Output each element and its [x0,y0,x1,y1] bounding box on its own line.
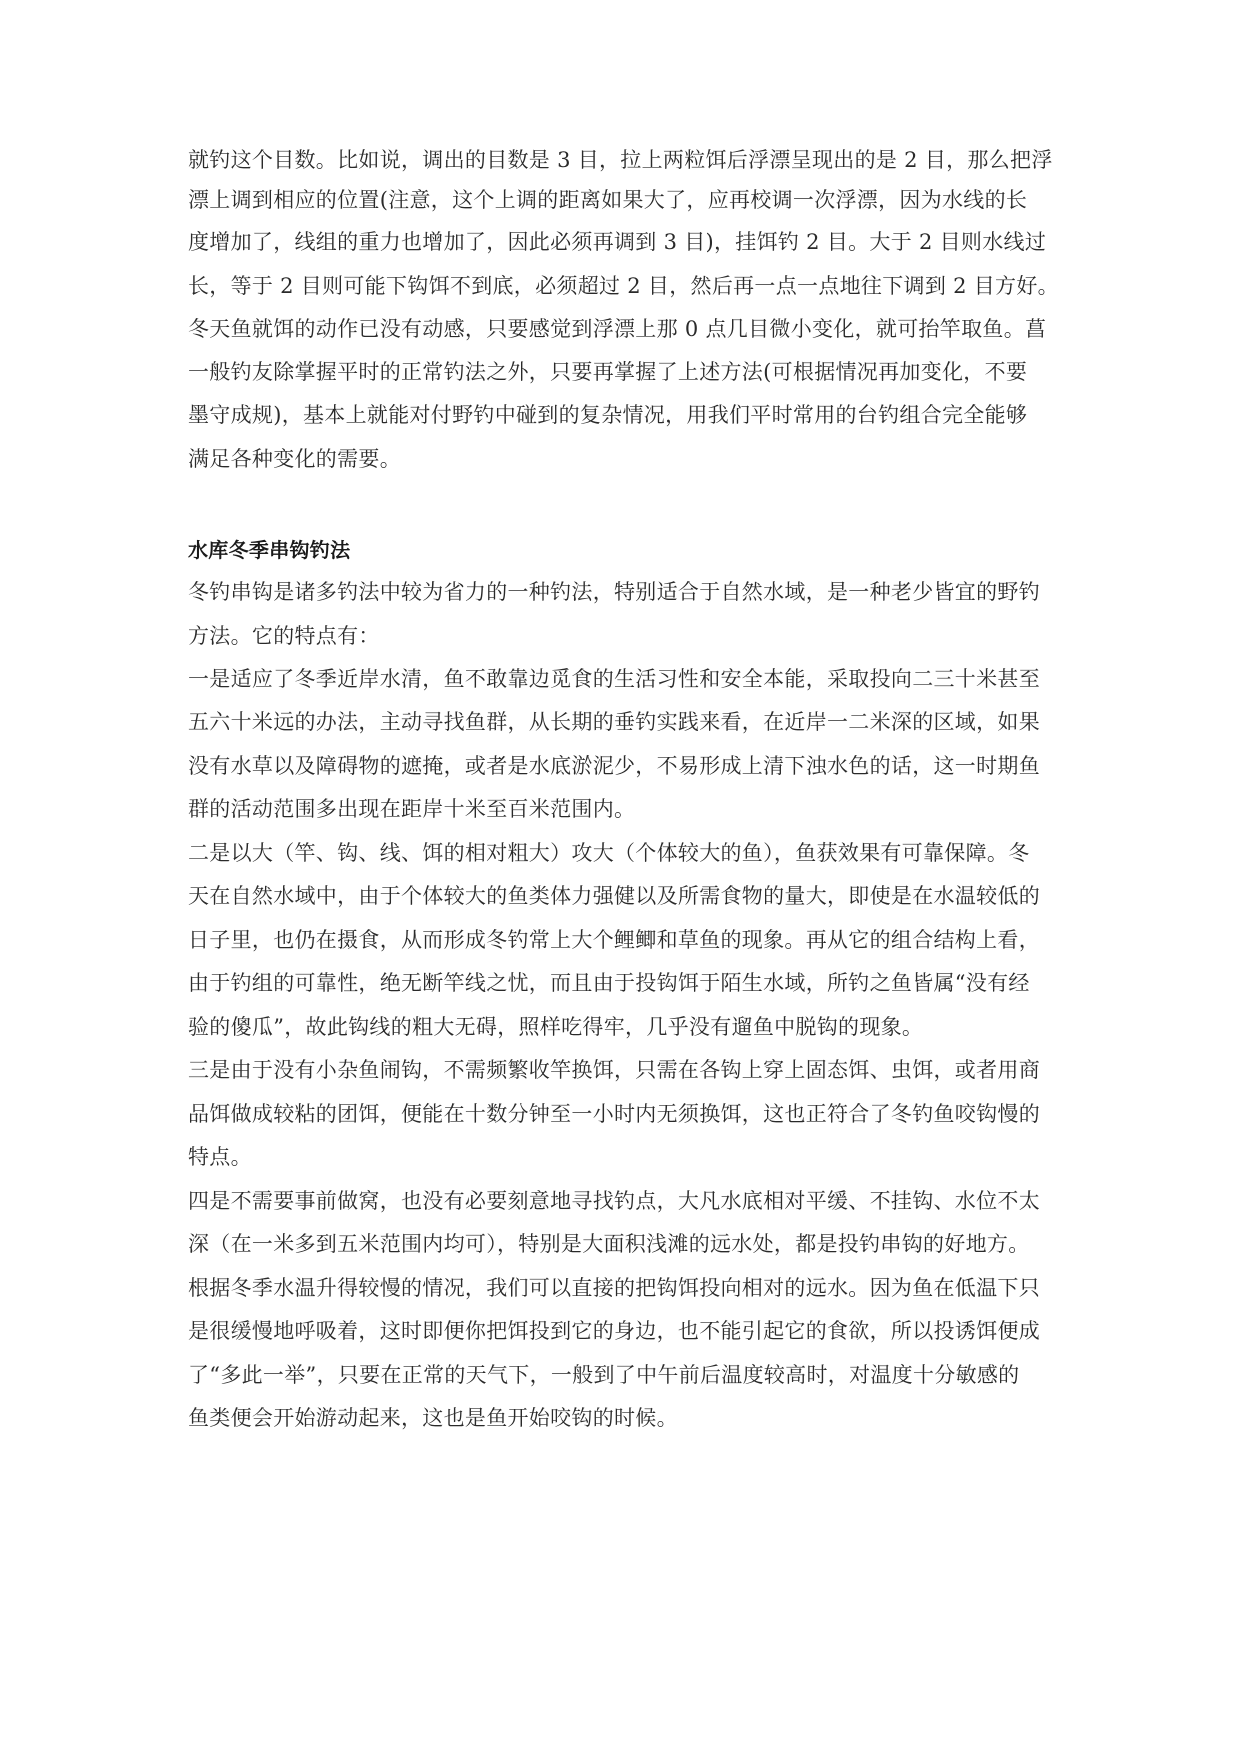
text-line: 由于钓组的可靠性，绝无断竿线之忧，而且由于投钩饵于陌生水域，所钓之鱼皆属“没有经 [188,971,1030,995]
text-line: 长，等于 2 目则可能下钩饵不到底，必须超过 2 目，然后再一点一点地往下调到 2 目方好。 [188,274,1059,298]
text-line: 根据冬季水温升得较慢的情况，我们可以直接的把钩饵投向相对的远水。因为鱼在低温下只 [188,1276,1040,1300]
text-line: 度增加了，线组的重力也增加了，因此必须再调到 3 目)，挂饵钓 2 目。大于 2 目则水线过 [188,230,1047,254]
text-line: 是很缓慢地呼吸着，这时即便你把饵投到它的身边，也不能引起它的食欲，所以投诱饵便成 [188,1319,1040,1343]
text-line: 验的傻瓜”，故此钩线的粗大无碍，照样吃得牢，几乎没有遛鱼中脱钩的现象。 [188,1015,924,1039]
text-line: 群的活动范围多出现在距岸十米至百米范围内。 [188,797,636,821]
text-line: 天在自然水域中，由于个体较大的鱼类体力强健以及所需食物的量大，即使是在水温较低的 [188,884,1040,908]
text-line: 一般钓友除掌握平时的正常钓法之外，只要再掌握了上述方法(可根据情况再加变化，不要 [188,360,1028,384]
text-line: 特点。 [188,1145,252,1169]
text-line: 方法。它的特点有： [188,624,380,648]
text-line: 墨守成规)，基本上就能对付野钓中碰到的复杂情况，用我们平时常用的台钓组合完全能够 [188,403,1028,427]
text-line: 日子里，也仍在摄食，从而形成冬钓常上大个鲤鲫和草鱼的现象。再从它的组合结构上看， [188,928,1040,952]
text-line: 深（在一米多到五米范围内均可），特别是大面积浅滩的远水处，都是投钓串钩的好地方。 [188,1232,1030,1256]
text-line: 鱼类便会开始游动起来，这也是鱼开始咬钩的时候。 [188,1406,678,1430]
text-line: 冬钓串钩是诸多钓法中较为省力的一种钓法，特别适合于自然水域，是一种老少皆宜的野钓 [188,580,1040,604]
text-line: 四是不需要事前做窝，也没有必要刻意地寻找钓点，大凡水底相对平缓、不挂钩、水位不太 [188,1189,1040,1213]
text-line: 就钓这个目数。比如说，调出的目数是 3 目，拉上两粒饵后浮漂呈现出的是 2 目，那么把浮 [188,148,1053,172]
text-line: 五六十米远的办法，主动寻找鱼群，从长期的垂钓实践来看，在近岸一二米深的区域，如果 [188,710,1040,734]
text-line: 没有水草以及障碍物的遮掩，或者是水底淤泥少，不易形成上清下浊水色的话，这一时期鱼 [188,754,1040,778]
text-line: 三是由于没有小杂鱼闹钩，不需频繁收竿换饵，只需在各钩上穿上固态饵、虫饵，或者用商 [188,1058,1040,1082]
text-line: 二是以大（竿、钩、线、饵的相对粗大）攻大（个体较大的鱼），鱼获效果有可靠保障。冬 [188,841,1030,865]
section-heading: 水库冬季串钩钓法 [188,538,351,562]
text-line: 冬天鱼就饵的动作已没有动感，只要感觉到浮漂上那 0 点几目微小变化，就可抬竿取鱼。菖 [188,317,1047,341]
text-line: 品饵做成较粘的团饵，便能在十数分钟至一小时内无须换饵，这也正符合了冬钓鱼咬钩慢的 [188,1102,1040,1126]
text-line: 满足各种变化的需要。 [188,447,401,471]
text-line: 一是适应了冬季近岸水清，鱼不敢靠边觅食的生活习性和安全本能，采取投向二三十米甚至 [188,667,1040,691]
text-line: 漂上调到相应的位置(注意，这个上调的距离如果大了，应再校调一次浮漂，因为水线的长 [188,188,1028,212]
text-line: 了“多此一举”，只要在正常的天气下，一般到了中午前后温度较高时，对温度十分敏感的 [188,1363,1020,1387]
